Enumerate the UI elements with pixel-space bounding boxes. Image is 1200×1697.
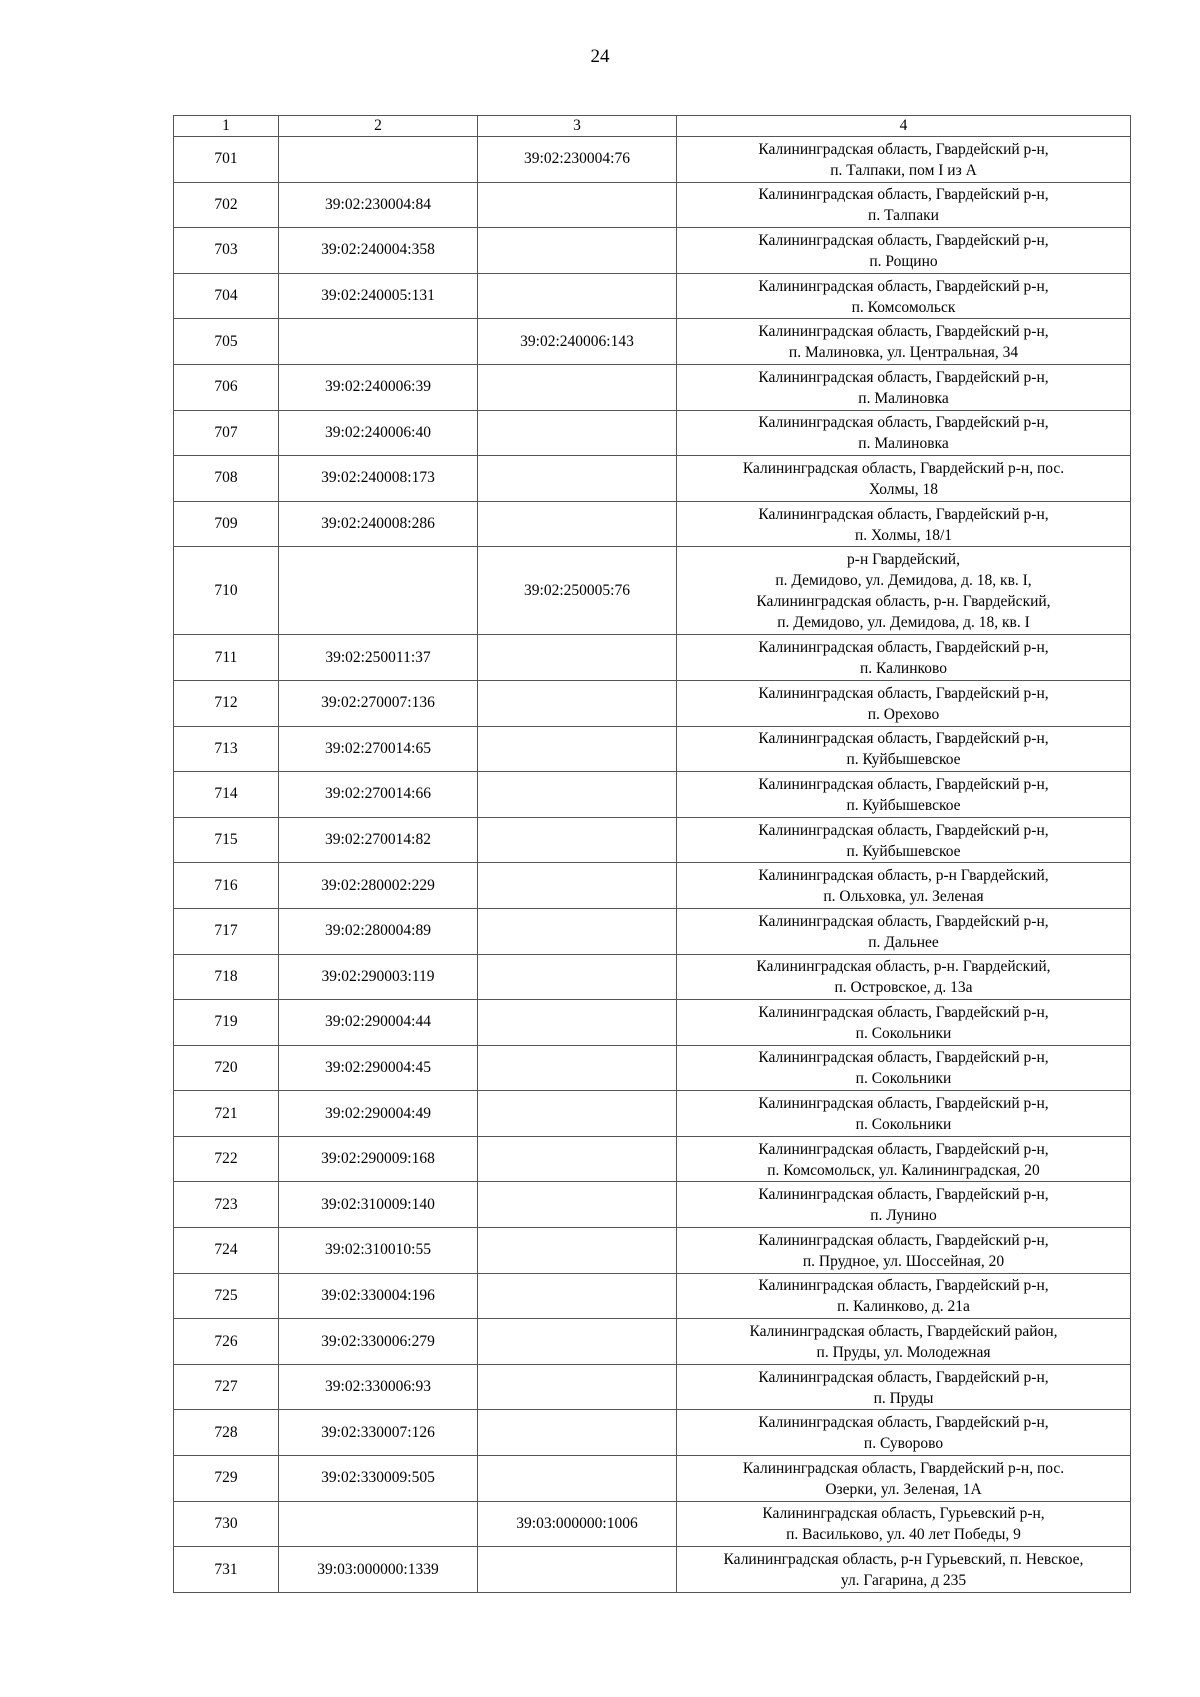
table-row	[174, 1091, 1131, 1137]
table-row	[174, 273, 1131, 319]
address-cell	[677, 1045, 1131, 1091]
table-row	[174, 410, 1131, 456]
cadastral-number-alt-cell	[478, 772, 677, 818]
address-cell	[677, 1410, 1131, 1456]
cadastral-number-cell: 39:02:290004:49	[279, 1091, 478, 1137]
table-row	[174, 1000, 1131, 1046]
address-line: п. Демидово, ул. Демидова, д. 18, кв. I	[777, 614, 1030, 632]
cadastral-number-alt-cell	[478, 635, 677, 681]
address-line: п. Сокольники	[855, 1024, 952, 1042]
cadastral-number-cell	[279, 137, 478, 183]
address-line: п. Дальнее	[868, 933, 939, 951]
cadastral-number-alt-cell	[478, 908, 677, 954]
address-line: Калининградская область, Гвардейский р-н,	[758, 1368, 1049, 1386]
address-line: п. Ольховка, ул. Зеленая	[823, 888, 984, 906]
row-number-cell: 713	[174, 726, 279, 772]
cadastral-number-alt-cell	[478, 1364, 677, 1410]
address-line: Калининградская область, Гвардейский р-н,	[758, 277, 1049, 295]
address-line: Калининградская область, Гвардейский р-н,	[758, 1095, 1049, 1113]
table-row	[174, 1228, 1131, 1274]
address-cell	[677, 908, 1131, 954]
cadastral-number-alt-cell	[478, 1091, 677, 1137]
address-line: п. Сокольники	[855, 1116, 952, 1134]
address-cell	[677, 182, 1131, 228]
row-number-cell: 715	[174, 817, 279, 863]
address-cell	[677, 273, 1131, 319]
address-line: п. Островское, д. 13а	[834, 979, 973, 997]
cadastral-number-cell: 39:02:240005:131	[279, 273, 478, 319]
row-number-cell: 705	[174, 319, 279, 365]
address-line: п. Холмы, 18/1	[854, 526, 953, 544]
cadastral-number-alt-cell	[478, 1456, 677, 1502]
address-cell	[677, 1182, 1131, 1228]
cadastral-number-alt-cell	[478, 1045, 677, 1091]
address-line: Калининградская область, р-н Гурьевский, п. Невское,	[723, 1551, 1084, 1569]
cadastral-number-alt-cell	[478, 1000, 677, 1046]
row-number-cell: 721	[174, 1091, 279, 1137]
address-line: п. Талпаки	[868, 207, 939, 225]
cadastral-number-alt-cell	[478, 863, 677, 909]
address-cell	[677, 817, 1131, 863]
address-line: Калининградская область, Гвардейский р-н, пос.	[742, 1459, 1065, 1477]
address-cell	[677, 410, 1131, 456]
row-number-cell: 708	[174, 456, 279, 502]
table-row	[174, 1364, 1131, 1410]
cadastral-number-alt-cell	[478, 273, 677, 319]
cadastral-number-cell: 39:02:330006:93	[279, 1364, 478, 1410]
table-row	[174, 319, 1131, 365]
address-line: Калининградская область, Гвардейский р-н,	[758, 1003, 1049, 1021]
table-row	[174, 1136, 1131, 1182]
cadastral-number-alt-cell: 39:02:230004:76	[478, 137, 677, 183]
address-line: п. Комсомольск	[851, 298, 956, 316]
cadastral-number-cell: 39:02:280002:229	[279, 863, 478, 909]
table-row	[174, 182, 1131, 228]
table-row	[174, 364, 1131, 410]
row-number-cell: 729	[174, 1456, 279, 1502]
cadastral-number-cell: 39:02:330006:279	[279, 1319, 478, 1365]
cadastral-number-alt-cell: 39:02:250005:76	[478, 547, 677, 635]
cadastral-number-cell: 39:02:240006:39	[279, 364, 478, 410]
address-line: Калининградская область, Гурьевский р-н,	[762, 1505, 1045, 1523]
row-number-cell: 716	[174, 863, 279, 909]
address-cell	[677, 228, 1131, 274]
address-line: Калининградская область, Гвардейский р-н,	[758, 730, 1049, 748]
address-line: п. Суворово	[863, 1435, 944, 1453]
table-row	[174, 817, 1131, 863]
address-line: п. Куйбышевское	[846, 751, 961, 769]
address-cell	[677, 635, 1131, 681]
registry-table	[173, 115, 1131, 1593]
cadastral-number-alt-cell	[478, 817, 677, 863]
table-row	[174, 1410, 1131, 1456]
table-row	[174, 863, 1131, 909]
address-cell	[677, 1273, 1131, 1319]
address-line: Калининградская область, Гвардейский р-н, пос.	[742, 459, 1065, 477]
row-number-cell: 702	[174, 182, 279, 228]
table-row	[174, 908, 1131, 954]
address-line: Калининградская область, Гвардейский район,	[749, 1323, 1058, 1341]
address-cell	[677, 1319, 1131, 1365]
cadastral-number-cell: 39:02:330004:196	[279, 1273, 478, 1319]
row-number-cell: 723	[174, 1182, 279, 1228]
cadastral-number-alt-cell	[478, 1182, 677, 1228]
cadastral-number-cell: 39:02:270014:65	[279, 726, 478, 772]
address-line: ул. Гагарина, д 235	[840, 1572, 967, 1590]
row-number-cell: 725	[174, 1273, 279, 1319]
row-number-cell: 704	[174, 273, 279, 319]
row-number-cell: 719	[174, 1000, 279, 1046]
table-row	[174, 1501, 1131, 1547]
address-cell	[677, 1091, 1131, 1137]
address-cell	[677, 137, 1131, 183]
row-number-cell: 706	[174, 364, 279, 410]
address-cell	[677, 1547, 1131, 1593]
row-number-cell: 711	[174, 635, 279, 681]
address-line: Калининградская область, Гвардейский р-н,	[758, 1277, 1049, 1295]
address-line: Калининградская область, Гвардейский р-н,	[758, 1414, 1049, 1432]
address-line: п. Калинково, д. 21а	[837, 1298, 970, 1316]
cadastral-number-cell: 39:02:310010:55	[279, 1228, 478, 1274]
address-line: Калининградская область, Гвардейский р-н,	[758, 1186, 1049, 1204]
cadastral-number-cell: 39:03:000000:1339	[279, 1547, 478, 1593]
address-line: п. Калинково	[860, 660, 947, 678]
cadastral-number-alt-cell	[478, 680, 677, 726]
row-number-cell: 707	[174, 410, 279, 456]
address-line: п. Пруды	[873, 1389, 934, 1407]
address-cell	[677, 1136, 1131, 1182]
column-header-2: 2	[279, 116, 478, 137]
table-row	[174, 1045, 1131, 1091]
address-line: п. Малиновка	[858, 389, 949, 407]
cadastral-number-alt-cell	[478, 182, 677, 228]
row-number-cell: 701	[174, 137, 279, 183]
address-line: п. Лунино	[870, 1207, 937, 1225]
cadastral-number-cell	[279, 319, 478, 365]
table-row	[174, 1319, 1131, 1365]
address-cell	[677, 1456, 1131, 1502]
address-cell	[677, 1501, 1131, 1547]
table-row	[174, 726, 1131, 772]
cadastral-number-alt-cell	[478, 456, 677, 502]
row-number-cell: 730	[174, 1501, 279, 1547]
row-number-cell: 717	[174, 908, 279, 954]
address-line: п. Демидово, ул. Демидова, д. 18, кв. I,	[775, 572, 1032, 590]
address-cell	[677, 726, 1131, 772]
column-header-4: 4	[677, 116, 1131, 137]
address-cell	[677, 954, 1131, 1000]
address-line: Калининградская область, Гвардейский р-н,	[758, 821, 1049, 839]
address-cell	[677, 501, 1131, 547]
cadastral-number-alt-cell	[478, 954, 677, 1000]
cadastral-number-alt-cell	[478, 1228, 677, 1274]
row-number-cell: 703	[174, 228, 279, 274]
cadastral-number-alt-cell	[478, 364, 677, 410]
cadastral-number-cell: 39:02:310009:140	[279, 1182, 478, 1228]
cadastral-number-cell: 39:02:270007:136	[279, 680, 478, 726]
cadastral-number-cell: 39:02:250011:37	[279, 635, 478, 681]
cadastral-number-cell	[279, 1501, 478, 1547]
cadastral-number-cell: 39:02:240008:286	[279, 501, 478, 547]
row-number-cell: 722	[174, 1136, 279, 1182]
page-number: 24	[590, 46, 610, 67]
address-cell	[677, 1228, 1131, 1274]
cadastral-number-alt-cell	[478, 1319, 677, 1365]
address-line: п. Пруды, ул. Молодежная	[816, 1344, 991, 1362]
cadastral-number-cell: 39:02:240008:173	[279, 456, 478, 502]
cadastral-number-alt-cell	[478, 1136, 677, 1182]
address-cell	[677, 1364, 1131, 1410]
address-line: п. Прудное, ул. Шоссейная, 20	[802, 1252, 1005, 1270]
table-row	[174, 228, 1131, 274]
row-number-cell: 727	[174, 1364, 279, 1410]
row-number-cell: 728	[174, 1410, 279, 1456]
address-line: Калининградская область, Гвардейский р-н,	[758, 231, 1049, 249]
cadastral-number-alt-cell: 39:02:240006:143	[478, 319, 677, 365]
row-number-cell: 714	[174, 772, 279, 818]
row-number-cell: 712	[174, 680, 279, 726]
table-row	[174, 137, 1131, 183]
address-cell	[677, 319, 1131, 365]
cadastral-number-alt-cell	[478, 501, 677, 547]
cadastral-number-cell: 39:02:240006:40	[279, 410, 478, 456]
table-row	[174, 954, 1131, 1000]
address-line: Калининградская область, Гвардейский р-н,	[758, 1231, 1049, 1249]
address-line: п. Орехово	[867, 705, 940, 723]
address-line: Калининградская область, Гвардейский р-н,	[758, 684, 1049, 702]
address-line: р-н Гвардейский,	[847, 551, 960, 569]
row-number-cell: 726	[174, 1319, 279, 1365]
cadastral-number-cell: 39:02:290003:119	[279, 954, 478, 1000]
address-line: Калининградская область, Гвардейский р-н,	[758, 912, 1049, 930]
address-line: Калининградская область, Гвардейский р-н,	[758, 140, 1049, 158]
row-number-cell: 709	[174, 501, 279, 547]
cadastral-number-alt-cell	[478, 1410, 677, 1456]
address-line: п. Малиновка, ул. Центральная, 34	[788, 344, 1019, 362]
cadastral-number-cell: 39:02:330007:126	[279, 1410, 478, 1456]
row-number-cell: 720	[174, 1045, 279, 1091]
address-line: п. Куйбышевское	[846, 796, 961, 814]
address-line: Калининградская область, Гвардейский р-н,	[758, 186, 1049, 204]
address-line: Озерки, ул. Зеленая, 1А	[825, 1480, 982, 1498]
cadastral-number-alt-cell	[478, 726, 677, 772]
cadastral-number-alt-cell	[478, 228, 677, 274]
cadastral-number-cell	[279, 547, 478, 635]
address-line: Калининградская область, р-н. Гвардейский,	[756, 958, 1051, 976]
address-line: Калининградская область, Гвардейский р-н,	[758, 639, 1049, 657]
cadastral-number-cell: 39:02:230004:84	[279, 182, 478, 228]
row-number-cell: 718	[174, 954, 279, 1000]
address-line: Калининградская область, Гвардейский р-н,	[758, 323, 1049, 341]
address-cell	[677, 364, 1131, 410]
table-row	[174, 1182, 1131, 1228]
row-number-cell: 731	[174, 1547, 279, 1593]
address-cell	[677, 772, 1131, 818]
address-line: п. Куйбышевское	[846, 842, 961, 860]
address-line: п. Комсомольск, ул. Калининградская, 20	[767, 1161, 1040, 1179]
header-row	[174, 116, 1131, 137]
cadastral-number-cell: 39:02:240004:358	[279, 228, 478, 274]
address-line: Холмы, 18	[869, 480, 938, 498]
address-line: п. Малиновка	[858, 435, 949, 453]
address-cell	[677, 863, 1131, 909]
cadastral-number-cell: 39:02:330009:505	[279, 1456, 478, 1502]
cadastral-number-cell: 39:02:290004:45	[279, 1045, 478, 1091]
address-cell	[677, 680, 1131, 726]
table-row	[174, 547, 1131, 635]
address-line: Калининградская область, р-н Гвардейский,	[758, 867, 1049, 885]
address-line: Калининградская область, Гвардейский р-н,	[758, 1140, 1049, 1158]
table-row	[174, 1547, 1131, 1593]
address-line: Калининградская область, Гвардейский р-н,	[758, 368, 1049, 386]
cadastral-number-alt-cell	[478, 1547, 677, 1593]
address-line: Калининградская область, Гвардейский р-н,	[758, 414, 1049, 432]
table-row	[174, 1273, 1131, 1319]
cadastral-number-alt-cell	[478, 1273, 677, 1319]
address-line: Калининградская область, Гвардейский р-н,	[758, 1049, 1049, 1067]
row-number-cell: 710	[174, 547, 279, 635]
cadastral-number-alt-cell: 39:03:000000:1006	[478, 1501, 677, 1547]
cadastral-number-cell: 39:02:290004:44	[279, 1000, 478, 1046]
table-body	[174, 116, 1131, 1593]
address-cell	[677, 1000, 1131, 1046]
address-line: Калининградская область, Гвардейский р-н,	[758, 505, 1049, 523]
table-row	[174, 1456, 1131, 1502]
address-line: Калининградская область, Гвардейский р-н,	[758, 775, 1049, 793]
column-header-3: 3	[478, 116, 677, 137]
address-line: Калининградская область, р-н. Гвардейский,	[756, 593, 1051, 611]
address-cell	[677, 456, 1131, 502]
address-line: п. Талпаки, пом I из А	[830, 161, 977, 179]
address-line: п. Рощино	[869, 252, 938, 270]
cadastral-number-cell: 39:02:270014:82	[279, 817, 478, 863]
address-line: п. Васильково, ул. 40 лет Победы, 9	[786, 1526, 1021, 1544]
address-line: п. Сокольники	[855, 1070, 952, 1088]
table-row	[174, 772, 1131, 818]
table-row	[174, 680, 1131, 726]
table-row	[174, 635, 1131, 681]
cadastral-number-alt-cell	[478, 410, 677, 456]
address-cell	[677, 547, 1131, 635]
cadastral-number-cell: 39:02:290009:168	[279, 1136, 478, 1182]
cadastral-number-cell: 39:02:270014:66	[279, 772, 478, 818]
cadastral-number-cell: 39:02:280004:89	[279, 908, 478, 954]
table-row	[174, 456, 1131, 502]
row-number-cell: 724	[174, 1228, 279, 1274]
column-header-1: 1	[174, 116, 279, 137]
table-row	[174, 501, 1131, 547]
